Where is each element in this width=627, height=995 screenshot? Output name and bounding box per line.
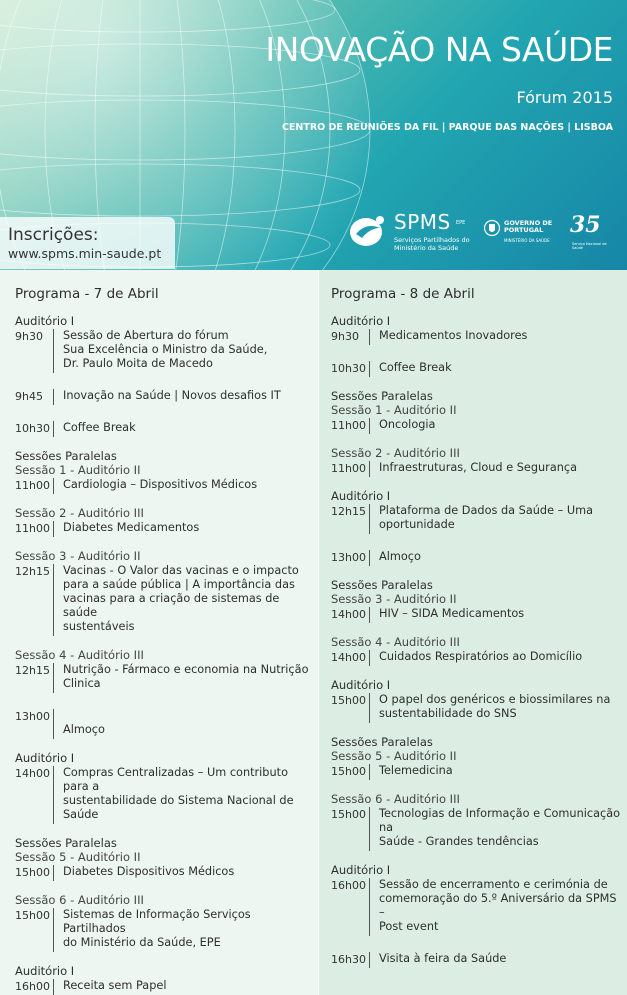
session-block — [331, 863, 621, 968]
session-heading: Auditório I — [331, 314, 391, 328]
schedule-row — [331, 504, 621, 534]
session-block — [15, 314, 311, 437]
schedule-time: 12h15 — [15, 664, 50, 677]
schedule-time: 13h00 — [15, 710, 50, 723]
schedule-description — [63, 979, 311, 995]
description-line: sustentáveis — [63, 620, 135, 633]
schedule-time: 11h00 — [15, 522, 50, 535]
description-line: Nutrição - Fármaco e economia na Nutrição — [63, 663, 309, 676]
schedule-time: 13h00 — [331, 551, 366, 564]
schedule-row — [15, 908, 311, 952]
description-line: Coffee Break — [379, 361, 452, 374]
session-subheading: Sessão 3 - Auditório II — [331, 592, 457, 606]
schedule-row — [331, 764, 621, 780]
description-line: Almoço — [379, 550, 421, 563]
schedule-time: 16h00 — [331, 879, 366, 892]
description-line: Oncologia — [379, 418, 436, 431]
schedule-time: 15h00 — [331, 808, 366, 821]
schedule-time: 10h30 — [15, 422, 50, 435]
session-block — [15, 506, 311, 537]
schedule-row — [15, 329, 311, 373]
time-separator — [53, 521, 54, 537]
description-line: sustentabilidade do SNS — [379, 707, 517, 720]
schedule-time: 12h15 — [331, 505, 366, 518]
session-heading: Sessões Paralelas — [331, 578, 433, 592]
schedule-description — [379, 461, 621, 477]
gov-ministry-text: MINISTÉRIO DA SAÚDE — [504, 238, 550, 243]
time-separator — [369, 607, 370, 623]
schedule-time: 9h30 — [15, 330, 43, 343]
schedule-description — [63, 389, 311, 405]
description-line: vacinas para a criação de sistemas de saúde — [63, 592, 280, 619]
session-subheading: Sessão 6 - Auditório III — [331, 792, 460, 806]
time-separator — [369, 693, 370, 723]
description-line: Clinica — [63, 677, 101, 690]
event-title: INOVAÇÃO NA SAÚDE — [265, 30, 613, 69]
description-line: Receita sem Papel — [63, 979, 167, 992]
time-separator — [369, 461, 370, 477]
schedule-description — [379, 329, 621, 345]
time-separator — [53, 766, 54, 824]
description-line: do Ministério da Saúde, EPE — [63, 936, 221, 949]
description-line: Almoço — [63, 723, 105, 736]
description-line: Sessão de encerramento e cerimónia de — [379, 878, 608, 891]
description-line: Telemedicina — [379, 764, 453, 777]
session-subheading: Sessão 1 - Auditório II — [15, 463, 141, 477]
event-venue: CENTRO DE REUNIÕES DA FIL | PARQUE DAS NAÇÕES | LISBOA — [281, 122, 613, 133]
session-heading: Sessões Paralelas — [331, 389, 433, 403]
gov-logo-text: GOVERNO DE PORTUGAL — [504, 219, 553, 234]
session-heading: Sessões Paralelas — [15, 836, 117, 850]
schedule-description — [379, 693, 621, 723]
description-line: Vacinas - O Valor das vacinas e o impacto — [63, 564, 299, 577]
description-line: Compras Centralizadas – Um contributo para a — [63, 766, 288, 793]
schedule-time: 9h30 — [331, 330, 359, 343]
description-line: Post event — [379, 920, 439, 933]
schedule-description — [379, 807, 621, 851]
time-separator — [53, 329, 54, 373]
sns-35-subtitle: Serviço Nacional de Saúde — [572, 242, 607, 250]
session-subheading: Sessão 2 - Auditório III — [15, 506, 144, 520]
schedule-row — [15, 663, 311, 693]
session-block — [331, 314, 621, 377]
schedule-time: 15h00 — [331, 765, 366, 778]
schedule-description — [63, 663, 311, 693]
program-day-2-title: Programa - 8 de Abril — [331, 286, 475, 302]
spms-subtitle: Serviços Partilhados do Ministério da Saúde — [394, 236, 470, 252]
schedule-description — [379, 878, 621, 936]
session-block — [15, 964, 311, 995]
schedule-description — [379, 764, 621, 780]
schedule-time: 11h00 — [331, 419, 366, 432]
session-heading: Auditório I — [331, 678, 391, 692]
schedule-time: 16h00 — [15, 980, 50, 993]
schedule-row — [331, 550, 621, 566]
schedule-description — [63, 329, 311, 373]
schedule-description — [63, 709, 311, 739]
schedule-row — [15, 865, 311, 881]
schedule-description — [63, 766, 311, 824]
schedule-time: 16h30 — [331, 953, 366, 966]
session-block — [331, 489, 621, 566]
schedule-description — [379, 607, 621, 623]
schedule-description — [379, 504, 621, 534]
time-separator — [53, 979, 54, 995]
session-subheading: Sessão 4 - Auditório III — [15, 648, 144, 662]
description-line: Dr. Paulo Moita de Macedo — [63, 357, 213, 370]
time-separator — [369, 504, 370, 534]
schedule-time: 15h00 — [331, 694, 366, 707]
schedule-row — [331, 878, 621, 936]
schedule-row — [331, 952, 621, 968]
session-subheading: Sessão 4 - Auditório III — [331, 635, 460, 649]
schedule-row — [15, 421, 311, 437]
time-separator — [369, 952, 370, 968]
description-line: Infraestruturas, Cloud e Segurança — [379, 461, 578, 474]
description-line: Visita à feira da Saúde — [379, 952, 507, 965]
description-line: Inovação na Saúde | Novos desafios IT — [63, 389, 281, 402]
schedule-row — [15, 389, 311, 405]
session-subheading: Sessão 5 - Auditório II — [15, 850, 141, 864]
registration-url[interactable]: www.spms.min-saude.pt — [8, 246, 162, 261]
session-block — [15, 449, 311, 494]
schedule-row — [15, 979, 311, 995]
spms-logo-icon — [348, 214, 388, 248]
session-heading: Auditório I — [15, 751, 75, 765]
schedule-time: 14h00 — [331, 608, 366, 621]
description-line: para a saúde pública | A importância das — [63, 578, 295, 591]
registration-box — [0, 217, 175, 269]
description-line: Diabetes Medicamentos — [63, 521, 200, 534]
session-heading: Sessões Paralelas — [15, 449, 117, 463]
event-subtitle: Fórum 2015 — [516, 88, 613, 107]
session-subheading: Sessão 1 - Auditório II — [331, 403, 457, 417]
schedule-row — [331, 418, 621, 434]
description-line: Tecnologias de Informação e Comunicação na — [379, 807, 621, 834]
session-block — [15, 893, 311, 952]
session-block — [331, 735, 621, 780]
description-line: Cardiologia – Dispositivos Médicos — [63, 478, 258, 491]
session-block — [331, 389, 621, 434]
schedule-row — [331, 329, 621, 345]
description-line: Saúde - Grandes tendências — [379, 835, 539, 848]
session-block — [331, 635, 621, 666]
schedule-row — [331, 807, 621, 851]
time-separator — [369, 361, 370, 377]
spms-logo-text: SPMS — [394, 210, 451, 234]
program-day-1 — [0, 270, 319, 995]
session-block — [331, 678, 621, 723]
schedule-row — [331, 361, 621, 377]
schedule-row — [15, 478, 311, 494]
description-line: O papel dos genéricos e biossimilares na — [379, 693, 611, 706]
schedule-row — [331, 461, 621, 477]
description-line: Diabetes Dispositivos Médicos — [63, 865, 235, 878]
time-separator — [369, 878, 370, 936]
schedule-row — [331, 693, 621, 723]
schedule-description — [63, 865, 311, 881]
time-separator — [369, 764, 370, 780]
session-block — [331, 792, 621, 851]
session-heading: Auditório I — [15, 964, 75, 978]
column-divider — [318, 270, 319, 995]
schedule-time: 15h00 — [15, 866, 50, 879]
session-subheading: Sessão 2 - Auditório III — [331, 446, 460, 460]
schedule-description — [379, 650, 621, 666]
session-heading: Auditório I — [331, 489, 391, 503]
session-subheading: Sessão 5 - Auditório II — [331, 749, 457, 763]
session-heading: Auditório I — [331, 863, 391, 877]
schedule-description — [63, 478, 311, 494]
time-separator — [53, 865, 54, 881]
description-line: HIV – SIDA Medicamentos — [379, 607, 525, 620]
time-separator — [53, 908, 54, 952]
time-separator — [53, 389, 54, 405]
schedule-description — [379, 952, 621, 968]
session-block — [15, 836, 311, 881]
session-block — [15, 648, 311, 739]
schedule-row — [15, 521, 311, 537]
time-separator — [369, 329, 370, 345]
session-block — [331, 446, 621, 477]
registration-label: Inscrições: — [8, 225, 99, 245]
time-separator — [369, 807, 370, 851]
session-block — [15, 549, 311, 636]
schedule-time: 14h00 — [331, 651, 366, 664]
description-line: Sua Excelência o Ministro da Saúde, — [63, 343, 268, 356]
schedule-time: 15h00 — [15, 909, 50, 922]
spms-epe-text: EPE — [456, 220, 466, 226]
session-heading: Auditório I — [15, 314, 75, 328]
schedule-time: 14h00 — [15, 767, 50, 780]
time-separator — [53, 478, 54, 494]
description-line: sustentabilidade do Sistema Nacional de Saúde — [63, 794, 294, 821]
schedule-time: 11h00 — [331, 462, 366, 475]
time-separator — [53, 709, 54, 739]
time-separator — [369, 418, 370, 434]
schedule-row — [331, 607, 621, 623]
program-day-2 — [319, 270, 627, 995]
time-separator — [53, 421, 54, 437]
portugal-shield-icon — [484, 218, 500, 238]
schedule-description — [63, 908, 311, 952]
description-line: Coffee Break — [63, 421, 136, 434]
time-separator — [369, 650, 370, 666]
logos-strip — [348, 208, 618, 258]
session-subheading: Sessão 3 - Auditório II — [15, 549, 141, 563]
time-separator — [369, 550, 370, 566]
session-block — [15, 751, 311, 824]
header-banner — [0, 0, 627, 270]
session-heading: Sessões Paralelas — [331, 735, 433, 749]
description-line: oportunidade — [379, 518, 455, 531]
description-line: Medicamentos Inovadores — [379, 329, 528, 342]
description-line: Plataforma de Dados da Saúde – Uma — [379, 504, 594, 517]
schedule-time: 11h00 — [15, 479, 50, 492]
schedule-description — [379, 418, 621, 434]
description-line: Sessão de Abertura do fórum — [63, 329, 229, 342]
description-line: Sistemas de Informação Serviços Partilhados — [63, 908, 251, 935]
schedule-description — [63, 564, 311, 636]
schedule-row — [331, 650, 621, 666]
schedule-time: 10h30 — [331, 362, 366, 375]
schedule-time: 9h45 — [15, 390, 43, 403]
description-line — [63, 709, 311, 723]
time-separator — [53, 564, 54, 636]
schedule-description — [379, 550, 621, 566]
program-day-1-title: Programa - 7 de Abril — [15, 286, 159, 302]
session-block — [331, 578, 621, 623]
schedule-time: 12h15 — [15, 565, 50, 578]
description-line: comemoração do 5.º Aniversário da SPMS – — [379, 892, 617, 919]
schedule-row — [15, 564, 311, 636]
time-separator — [53, 663, 54, 693]
schedule-description — [63, 521, 311, 537]
session-subheading: Sessão 6 - Auditório III — [15, 893, 144, 907]
description-line: Cuidados Respiratórios ao Domicílio — [379, 650, 583, 663]
schedule-description — [63, 421, 311, 437]
schedule-row — [15, 766, 311, 824]
sns-35-logo: 35 — [570, 212, 601, 238]
schedule-description — [379, 361, 621, 377]
schedule-row — [15, 709, 311, 739]
